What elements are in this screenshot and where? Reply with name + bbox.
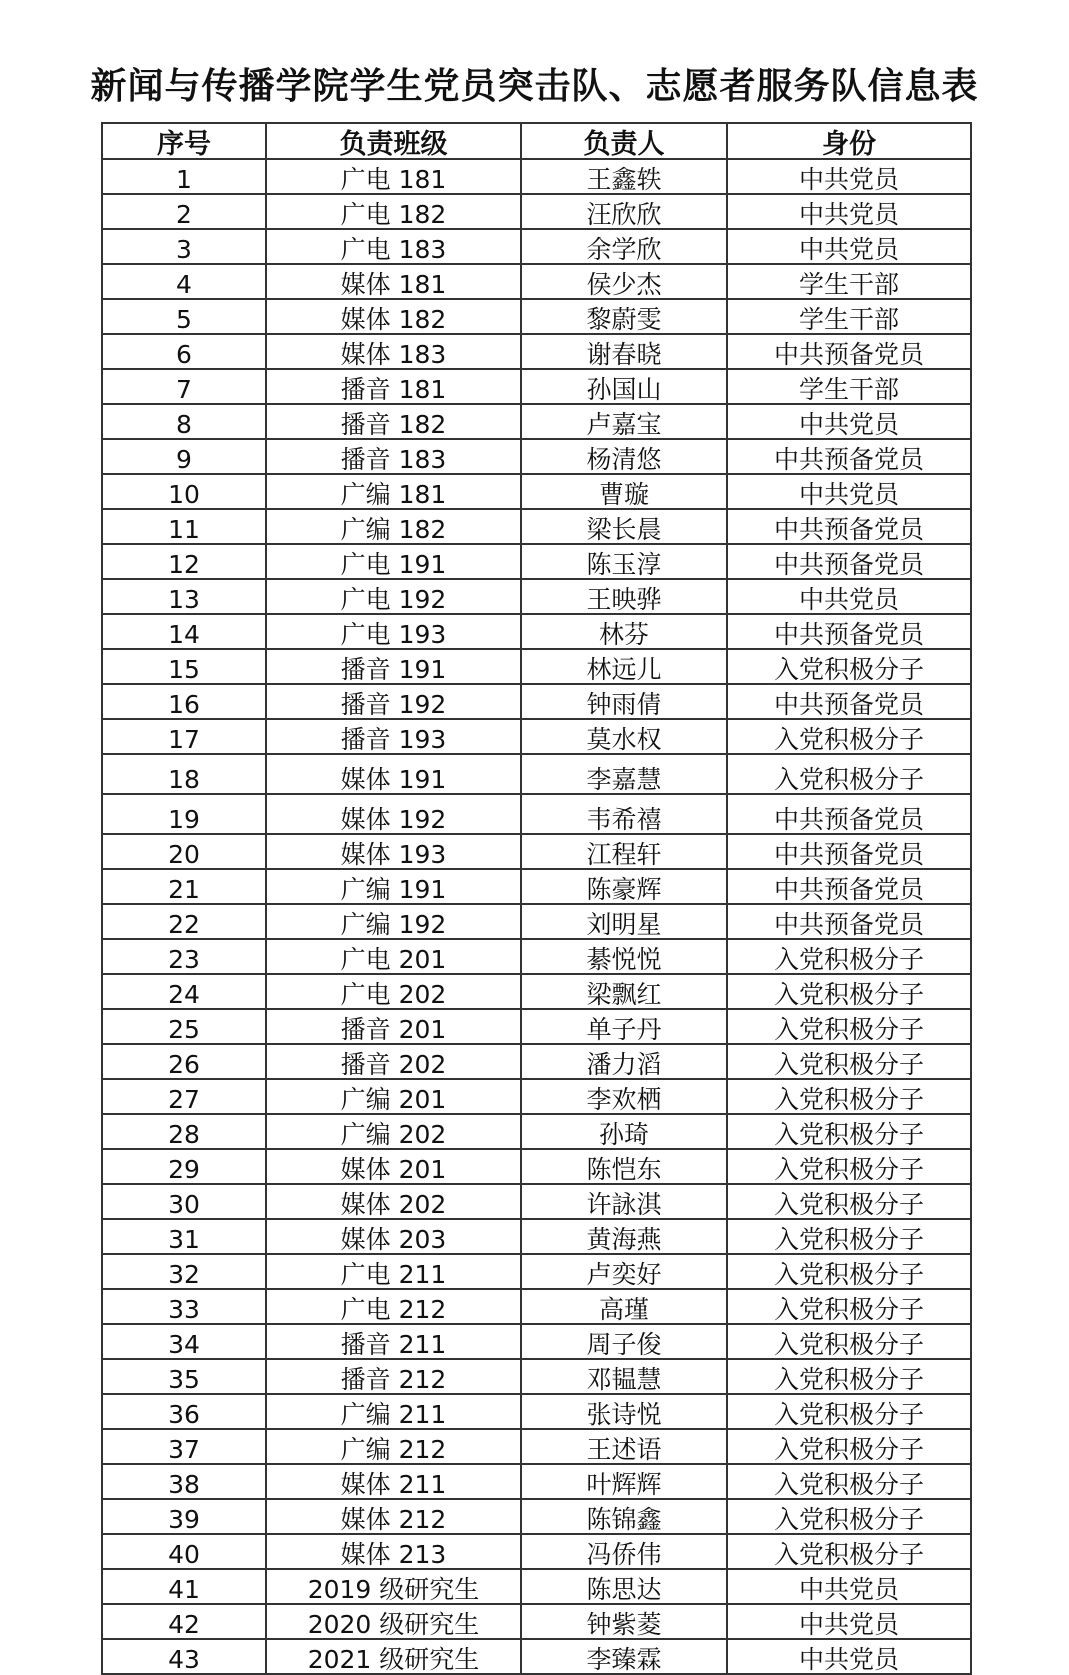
row-number-cell: 17 bbox=[102, 719, 266, 754]
table-row bbox=[102, 1184, 971, 1219]
table-row bbox=[102, 579, 971, 614]
row-number-cell: 25 bbox=[102, 1009, 266, 1044]
row-role-cell: 入党积极分子 bbox=[727, 1219, 971, 1254]
row-class-cell: 广电 202 bbox=[266, 974, 521, 1009]
row-number-cell: 28 bbox=[102, 1114, 266, 1149]
row-class-cell: 媒体 211 bbox=[266, 1464, 521, 1499]
row-role-cell: 中共预备党员 bbox=[727, 904, 971, 939]
row-role-cell: 学生干部 bbox=[727, 299, 971, 334]
table-row bbox=[102, 404, 971, 439]
row-number-cell: 41 bbox=[102, 1569, 266, 1604]
table-row bbox=[102, 904, 971, 939]
row-class-cell: 广编 192 bbox=[266, 904, 521, 939]
row-person-cell: 孙国山 bbox=[521, 369, 727, 404]
column-header-person: 负责人 bbox=[521, 123, 727, 159]
row-person-cell: 卢奕好 bbox=[521, 1254, 727, 1289]
table-row bbox=[102, 719, 971, 754]
row-role-cell: 中共党员 bbox=[727, 194, 971, 229]
row-person-cell: 孙琦 bbox=[521, 1114, 727, 1149]
row-number-cell: 3 bbox=[102, 229, 266, 264]
row-class-cell: 播音 211 bbox=[266, 1324, 521, 1359]
row-class-cell: 播音 181 bbox=[266, 369, 521, 404]
row-person-cell: 王述语 bbox=[521, 1429, 727, 1464]
table-row bbox=[102, 439, 971, 474]
row-number-cell: 13 bbox=[102, 579, 266, 614]
row-person-cell: 邓韫慧 bbox=[521, 1359, 727, 1394]
row-class-cell: 2021 级研究生 bbox=[266, 1639, 521, 1674]
row-class-cell: 广电 191 bbox=[266, 544, 521, 579]
table-row bbox=[102, 754, 971, 794]
row-number-cell: 32 bbox=[102, 1254, 266, 1289]
row-person-cell: 曹璇 bbox=[521, 474, 727, 509]
table-row bbox=[102, 509, 971, 544]
row-person-cell: 汪欣欣 bbox=[521, 194, 727, 229]
row-number-cell: 5 bbox=[102, 299, 266, 334]
table-row bbox=[102, 369, 971, 404]
row-person-cell: 叶辉辉 bbox=[521, 1464, 727, 1499]
row-person-cell: 李臻霖 bbox=[521, 1639, 727, 1674]
table-row bbox=[102, 834, 971, 869]
row-role-cell: 中共党员 bbox=[727, 404, 971, 439]
table-row bbox=[102, 1534, 971, 1569]
row-person-cell: 周子俊 bbox=[521, 1324, 727, 1359]
row-number-cell: 16 bbox=[102, 684, 266, 719]
row-role-cell: 入党积极分子 bbox=[727, 1009, 971, 1044]
row-role-cell: 中共预备党员 bbox=[727, 544, 971, 579]
row-role-cell: 中共预备党员 bbox=[727, 509, 971, 544]
row-person-cell: 单子丹 bbox=[521, 1009, 727, 1044]
table-row bbox=[102, 684, 971, 719]
table-row bbox=[102, 264, 971, 299]
row-class-cell: 广电 201 bbox=[266, 939, 521, 974]
row-person-cell: 刘明星 bbox=[521, 904, 727, 939]
row-person-cell: 江程轩 bbox=[521, 834, 727, 869]
row-class-cell: 广电 183 bbox=[266, 229, 521, 264]
row-class-cell: 广电 182 bbox=[266, 194, 521, 229]
row-class-cell: 广编 182 bbox=[266, 509, 521, 544]
row-role-cell: 入党积极分子 bbox=[727, 1044, 971, 1079]
row-class-cell: 广编 181 bbox=[266, 474, 521, 509]
row-class-cell: 播音 201 bbox=[266, 1009, 521, 1044]
row-person-cell: 梁飘红 bbox=[521, 974, 727, 1009]
row-number-cell: 9 bbox=[102, 439, 266, 474]
row-role-cell: 中共预备党员 bbox=[727, 614, 971, 649]
row-class-cell: 媒体 202 bbox=[266, 1184, 521, 1219]
table-body bbox=[102, 159, 971, 1674]
table-row bbox=[102, 1604, 971, 1639]
row-person-cell: 韦希禧 bbox=[521, 794, 727, 834]
row-number-cell: 18 bbox=[102, 754, 266, 794]
table-row bbox=[102, 1079, 971, 1114]
row-role-cell: 中共预备党员 bbox=[727, 834, 971, 869]
row-role-cell: 中共预备党员 bbox=[727, 439, 971, 474]
row-class-cell: 媒体 182 bbox=[266, 299, 521, 334]
row-class-cell: 播音 202 bbox=[266, 1044, 521, 1079]
column-header-role: 身份 bbox=[727, 123, 971, 159]
row-class-cell: 广电 211 bbox=[266, 1254, 521, 1289]
row-number-cell: 27 bbox=[102, 1079, 266, 1114]
row-number-cell: 34 bbox=[102, 1324, 266, 1359]
row-number-cell: 6 bbox=[102, 334, 266, 369]
row-person-cell: 陈锦鑫 bbox=[521, 1499, 727, 1534]
row-number-cell: 23 bbox=[102, 939, 266, 974]
row-number-cell: 12 bbox=[102, 544, 266, 579]
row-role-cell: 中共党员 bbox=[727, 1569, 971, 1604]
row-person-cell: 许詠淇 bbox=[521, 1184, 727, 1219]
table-row bbox=[102, 1219, 971, 1254]
row-number-cell: 37 bbox=[102, 1429, 266, 1464]
row-role-cell: 入党积极分子 bbox=[727, 939, 971, 974]
row-class-cell: 广编 212 bbox=[266, 1429, 521, 1464]
table-row bbox=[102, 299, 971, 334]
row-role-cell: 入党积极分子 bbox=[727, 1114, 971, 1149]
row-role-cell: 入党积极分子 bbox=[727, 649, 971, 684]
row-person-cell: 卢嘉宝 bbox=[521, 404, 727, 439]
row-class-cell: 媒体 192 bbox=[266, 794, 521, 834]
table-row bbox=[102, 334, 971, 369]
row-number-cell: 19 bbox=[102, 794, 266, 834]
row-person-cell: 张诗悦 bbox=[521, 1394, 727, 1429]
row-person-cell: 谢春晓 bbox=[521, 334, 727, 369]
row-number-cell: 35 bbox=[102, 1359, 266, 1394]
row-class-cell: 播音 212 bbox=[266, 1359, 521, 1394]
row-person-cell: 王映骅 bbox=[521, 579, 727, 614]
row-number-cell: 21 bbox=[102, 869, 266, 904]
row-person-cell: 侯少杰 bbox=[521, 264, 727, 299]
row-role-cell: 中共预备党员 bbox=[727, 794, 971, 834]
row-number-cell: 20 bbox=[102, 834, 266, 869]
row-person-cell: 高瑾 bbox=[521, 1289, 727, 1324]
table-row bbox=[102, 1289, 971, 1324]
row-number-cell: 4 bbox=[102, 264, 266, 299]
row-class-cell: 播音 191 bbox=[266, 649, 521, 684]
table-row bbox=[102, 1429, 971, 1464]
row-number-cell: 2 bbox=[102, 194, 266, 229]
table-row bbox=[102, 1464, 971, 1499]
row-role-cell: 中共预备党员 bbox=[727, 869, 971, 904]
row-role-cell: 中共预备党员 bbox=[727, 334, 971, 369]
table-row bbox=[102, 1149, 971, 1184]
row-role-cell: 入党积极分子 bbox=[727, 1149, 971, 1184]
row-person-cell: 钟紫菱 bbox=[521, 1604, 727, 1639]
table-header-row bbox=[102, 123, 971, 159]
table-row bbox=[102, 939, 971, 974]
row-role-cell: 入党积极分子 bbox=[727, 1429, 971, 1464]
row-role-cell: 中共党员 bbox=[727, 1639, 971, 1674]
row-person-cell: 陈恺东 bbox=[521, 1149, 727, 1184]
table-row bbox=[102, 474, 971, 509]
table-row bbox=[102, 159, 971, 194]
row-number-cell: 36 bbox=[102, 1394, 266, 1429]
table-row bbox=[102, 194, 971, 229]
row-class-cell: 播音 192 bbox=[266, 684, 521, 719]
table-row bbox=[102, 1394, 971, 1429]
table-row bbox=[102, 544, 971, 579]
row-role-cell: 入党积极分子 bbox=[727, 1324, 971, 1359]
row-person-cell: 林远儿 bbox=[521, 649, 727, 684]
table-row bbox=[102, 1254, 971, 1289]
row-number-cell: 1 bbox=[102, 159, 266, 194]
row-role-cell: 入党积极分子 bbox=[727, 1499, 971, 1534]
row-class-cell: 媒体 212 bbox=[266, 1499, 521, 1534]
row-number-cell: 8 bbox=[102, 404, 266, 439]
row-number-cell: 26 bbox=[102, 1044, 266, 1079]
row-role-cell: 入党积极分子 bbox=[727, 754, 971, 794]
table-row bbox=[102, 229, 971, 264]
row-role-cell: 中共党员 bbox=[727, 579, 971, 614]
row-class-cell: 播音 182 bbox=[266, 404, 521, 439]
info-table bbox=[101, 122, 972, 1675]
row-class-cell: 媒体 183 bbox=[266, 334, 521, 369]
row-person-cell: 陈思达 bbox=[521, 1569, 727, 1604]
row-class-cell: 媒体 191 bbox=[266, 754, 521, 794]
row-person-cell: 杨清悠 bbox=[521, 439, 727, 474]
row-class-cell: 播音 193 bbox=[266, 719, 521, 754]
row-class-cell: 媒体 193 bbox=[266, 834, 521, 869]
row-person-cell: 梁长晨 bbox=[521, 509, 727, 544]
row-number-cell: 42 bbox=[102, 1604, 266, 1639]
row-class-cell: 2019 级研究生 bbox=[266, 1569, 521, 1604]
row-role-cell: 中共党员 bbox=[727, 1604, 971, 1639]
row-class-cell: 广电 181 bbox=[266, 159, 521, 194]
row-role-cell: 入党积极分子 bbox=[727, 1079, 971, 1114]
row-role-cell: 入党积极分子 bbox=[727, 1394, 971, 1429]
table-row bbox=[102, 1324, 971, 1359]
row-number-cell: 29 bbox=[102, 1149, 266, 1184]
row-class-cell: 广编 201 bbox=[266, 1079, 521, 1114]
row-person-cell: 钟雨倩 bbox=[521, 684, 727, 719]
row-role-cell: 入党积极分子 bbox=[727, 1534, 971, 1569]
row-role-cell: 学生干部 bbox=[727, 369, 971, 404]
row-class-cell: 媒体 201 bbox=[266, 1149, 521, 1184]
row-number-cell: 31 bbox=[102, 1219, 266, 1254]
table-row bbox=[102, 1639, 971, 1674]
row-role-cell: 入党积极分子 bbox=[727, 974, 971, 1009]
row-person-cell: 余学欣 bbox=[521, 229, 727, 264]
row-class-cell: 播音 183 bbox=[266, 439, 521, 474]
row-role-cell: 入党积极分子 bbox=[727, 1289, 971, 1324]
table-row bbox=[102, 1114, 971, 1149]
table-row bbox=[102, 1569, 971, 1604]
row-class-cell: 广编 191 bbox=[266, 869, 521, 904]
row-number-cell: 24 bbox=[102, 974, 266, 1009]
row-person-cell: 王鑫轶 bbox=[521, 159, 727, 194]
row-number-cell: 40 bbox=[102, 1534, 266, 1569]
row-role-cell: 中共党员 bbox=[727, 229, 971, 264]
table-row bbox=[102, 1009, 971, 1044]
row-role-cell: 中共党员 bbox=[727, 474, 971, 509]
row-number-cell: 33 bbox=[102, 1289, 266, 1324]
row-class-cell: 广电 212 bbox=[266, 1289, 521, 1324]
row-role-cell: 入党积极分子 bbox=[727, 1254, 971, 1289]
table-row bbox=[102, 1359, 971, 1394]
table-row bbox=[102, 974, 971, 1009]
row-class-cell: 媒体 213 bbox=[266, 1534, 521, 1569]
row-person-cell: 黎蔚雯 bbox=[521, 299, 727, 334]
column-header-class: 负责班级 bbox=[266, 123, 521, 159]
table-row bbox=[102, 614, 971, 649]
row-number-cell: 43 bbox=[102, 1639, 266, 1674]
row-class-cell: 媒体 181 bbox=[266, 264, 521, 299]
row-number-cell: 7 bbox=[102, 369, 266, 404]
row-number-cell: 10 bbox=[102, 474, 266, 509]
row-number-cell: 39 bbox=[102, 1499, 266, 1534]
row-class-cell: 广电 193 bbox=[266, 614, 521, 649]
table-row bbox=[102, 869, 971, 904]
row-role-cell: 入党积极分子 bbox=[727, 719, 971, 754]
row-number-cell: 15 bbox=[102, 649, 266, 684]
row-person-cell: 莫水权 bbox=[521, 719, 727, 754]
table-row bbox=[102, 1044, 971, 1079]
row-person-cell: 黄海燕 bbox=[521, 1219, 727, 1254]
row-role-cell: 中共预备党员 bbox=[727, 684, 971, 719]
row-person-cell: 綦悦悦 bbox=[521, 939, 727, 974]
row-person-cell: 冯侨伟 bbox=[521, 1534, 727, 1569]
row-role-cell: 中共党员 bbox=[727, 159, 971, 194]
table-row bbox=[102, 794, 971, 834]
row-role-cell: 学生干部 bbox=[727, 264, 971, 299]
row-class-cell: 广编 202 bbox=[266, 1114, 521, 1149]
row-number-cell: 38 bbox=[102, 1464, 266, 1499]
row-role-cell: 入党积极分子 bbox=[727, 1184, 971, 1219]
row-number-cell: 14 bbox=[102, 614, 266, 649]
row-class-cell: 广编 211 bbox=[266, 1394, 521, 1429]
row-person-cell: 陈豪辉 bbox=[521, 869, 727, 904]
table-row bbox=[102, 649, 971, 684]
row-person-cell: 林芬 bbox=[521, 614, 727, 649]
column-header-number: 序号 bbox=[102, 123, 266, 159]
table-row bbox=[102, 1499, 971, 1534]
row-person-cell: 陈玉淳 bbox=[521, 544, 727, 579]
row-number-cell: 30 bbox=[102, 1184, 266, 1219]
row-number-cell: 22 bbox=[102, 904, 266, 939]
row-class-cell: 媒体 203 bbox=[266, 1219, 521, 1254]
row-person-cell: 李欢栖 bbox=[521, 1079, 727, 1114]
page-title: 新闻与传播学院学生党员突击队、志愿者服务队信息表 bbox=[90, 66, 979, 107]
row-role-cell: 入党积极分子 bbox=[727, 1359, 971, 1394]
row-role-cell: 入党积极分子 bbox=[727, 1464, 971, 1499]
row-number-cell: 11 bbox=[102, 509, 266, 544]
row-class-cell: 2020 级研究生 bbox=[266, 1604, 521, 1639]
row-person-cell: 潘力滔 bbox=[521, 1044, 727, 1079]
row-person-cell: 李嘉慧 bbox=[521, 754, 727, 794]
row-class-cell: 广电 192 bbox=[266, 579, 521, 614]
